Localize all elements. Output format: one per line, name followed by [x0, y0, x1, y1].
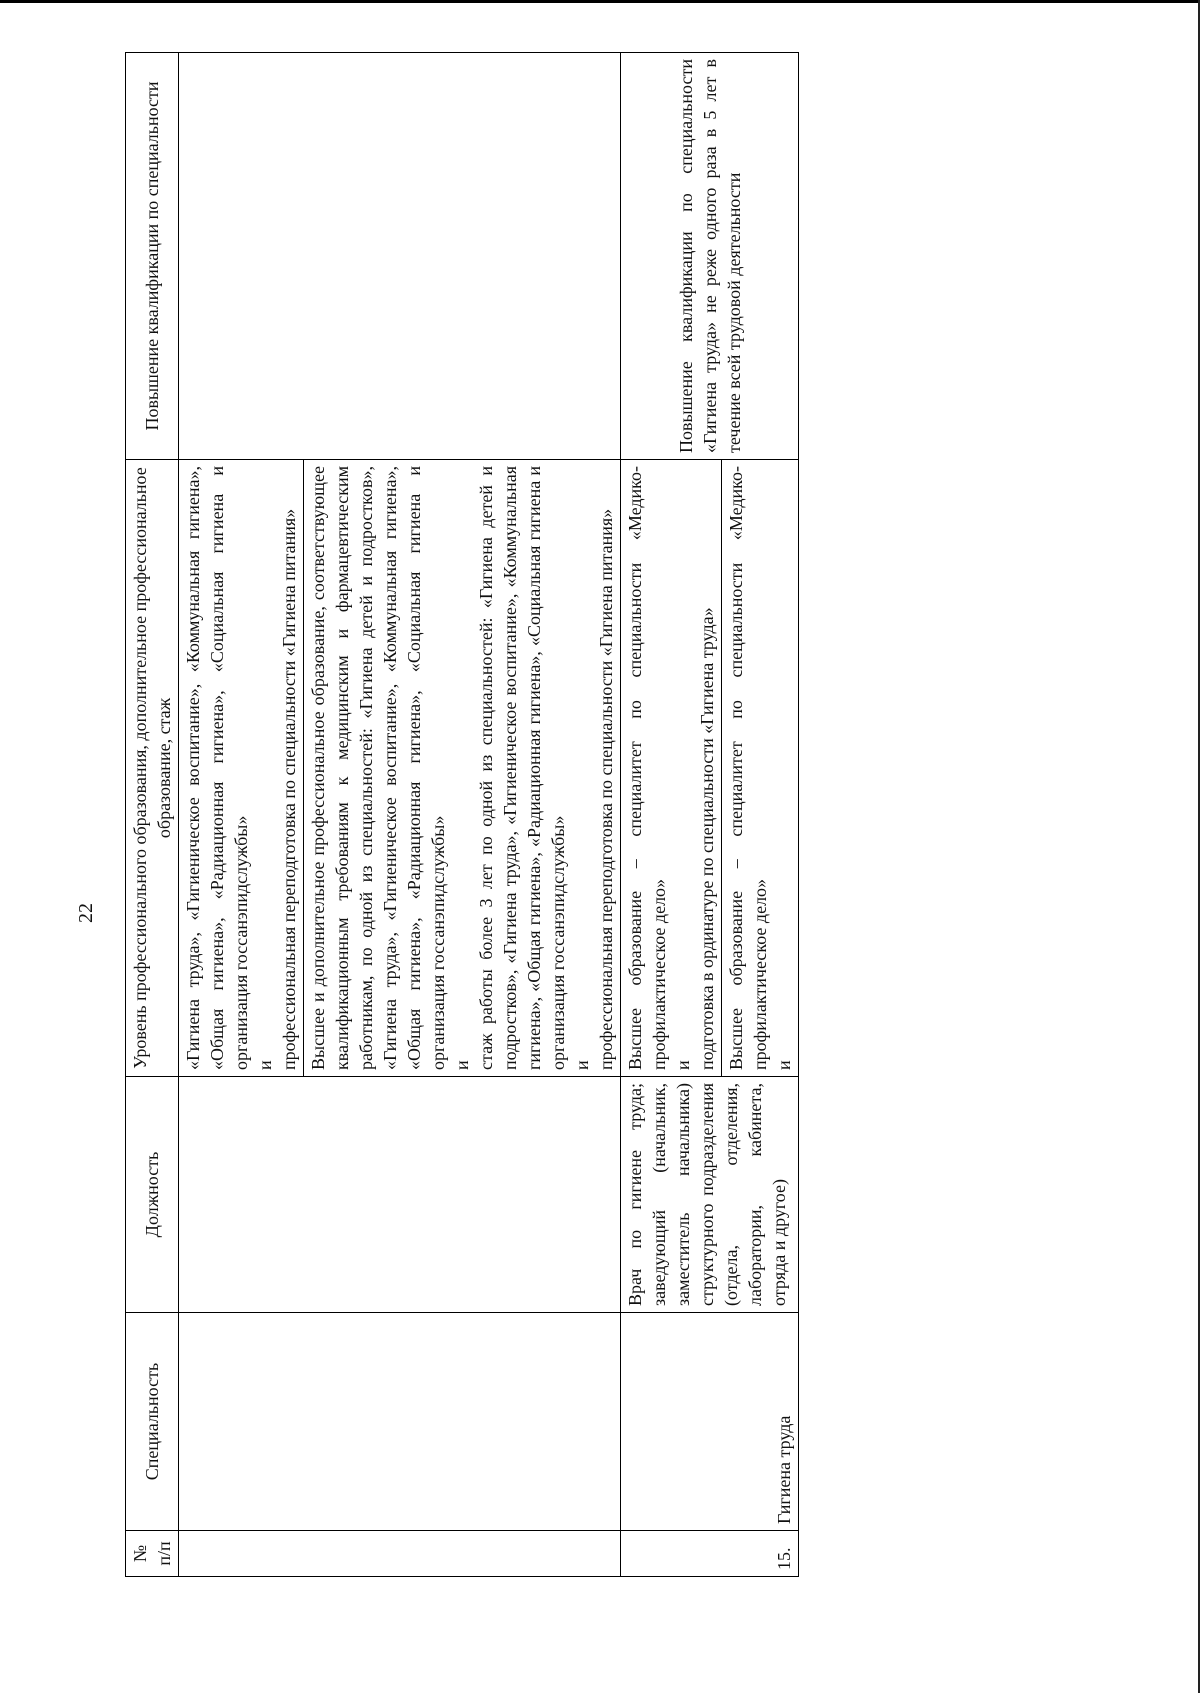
header-specialty: Специальность	[126, 1313, 179, 1531]
table-row	[179, 53, 304, 1577]
row-qualification: Повышение квалификации по специальности «Гигиена труда» не реже одного раза в 5 лет в течение всей трудовой деятельности	[621, 53, 799, 460]
cont-specialty-cell	[179, 1313, 621, 1531]
cont-education-cell-1	[179, 460, 304, 1077]
conjunction-and: и	[572, 1060, 592, 1070]
education-text: «Гигиена труда», «Гигиеническое воспитание», «Коммунальная гигиена», «Общая гигиена», «Радиационная гигиена», «Социальная гигиена и организация госсанэпидслужбы»	[183, 466, 251, 1070]
conjunction-and: и	[774, 1060, 794, 1070]
header-education: Уровень профессионального образования, дополнительное профессиональное образование, стаж	[126, 460, 179, 1077]
education-text: профессиональная переподготовка по специальности «Гигиена питания»	[596, 508, 616, 1070]
row-number: 15.	[621, 1531, 799, 1577]
header-num: № п/п	[126, 1531, 179, 1577]
header-position: Должность	[126, 1077, 179, 1313]
cont-position-cell	[179, 1077, 621, 1313]
cont-education-cell-2	[304, 460, 621, 1077]
row-education-cell-1	[621, 460, 722, 1077]
education-text: стаж работы более 3 лет по одной из специальностей: «Гигиена детей и подростков», «Гигиена труда», «Гигиеническое воспитание», «Коммунальная гигиена», «Общая гигиена», «Радиационная гигиена», «Социальная гигиена и организация госсанэпидслужбы»	[476, 466, 568, 1070]
conjunction-and: и	[452, 1060, 472, 1070]
cont-num-cell	[179, 1531, 621, 1577]
qualification-table	[125, 52, 799, 1577]
row-education-cell-2	[722, 460, 799, 1077]
education-text: Высшее образование – специалитет по специальности «Медико-профилактическое дело»	[726, 466, 770, 1070]
cont-qualification-cell	[179, 53, 621, 460]
page-number: 22	[75, 903, 97, 923]
conjunction-and: и	[673, 1060, 693, 1070]
row-specialty: Гигиена труда	[621, 1313, 799, 1531]
education-text: профессиональная переподготовка по специальности «Гигиена питания»	[279, 508, 299, 1070]
conjunction-and: и	[255, 1060, 275, 1070]
table-row-15	[621, 53, 722, 1577]
row-position: Врач по гигиене труда; заведующий (начальник, заместитель начальника) структурного подразделения (отдела, отделения, лаборатории, кабинета, отряда и другое)	[621, 1077, 799, 1313]
education-text: подготовка в ординатуре по специальности «Гигиена труда»	[697, 607, 717, 1070]
education-text: Высшее образование – специалитет по специальности «Медико-профилактическое дело»	[625, 466, 669, 1070]
table-header-row	[126, 53, 179, 1577]
education-text: Высшее и дополнительное профессиональное образование, соответствующее квалификационным требованиям к медицинским и фармацевтическим работникам, по одной из специальностей: «Гигиена детей и подростков», «Гигиена труда», «Гигиеническое воспитание», «Коммунальная гигиена», «Общая гигиена», «Радиационная гигиена», «Социальная гигиена и организация госсанэпидслужбы»	[308, 466, 448, 1070]
header-qualification: Повышение квалификации по специальности	[126, 53, 179, 460]
